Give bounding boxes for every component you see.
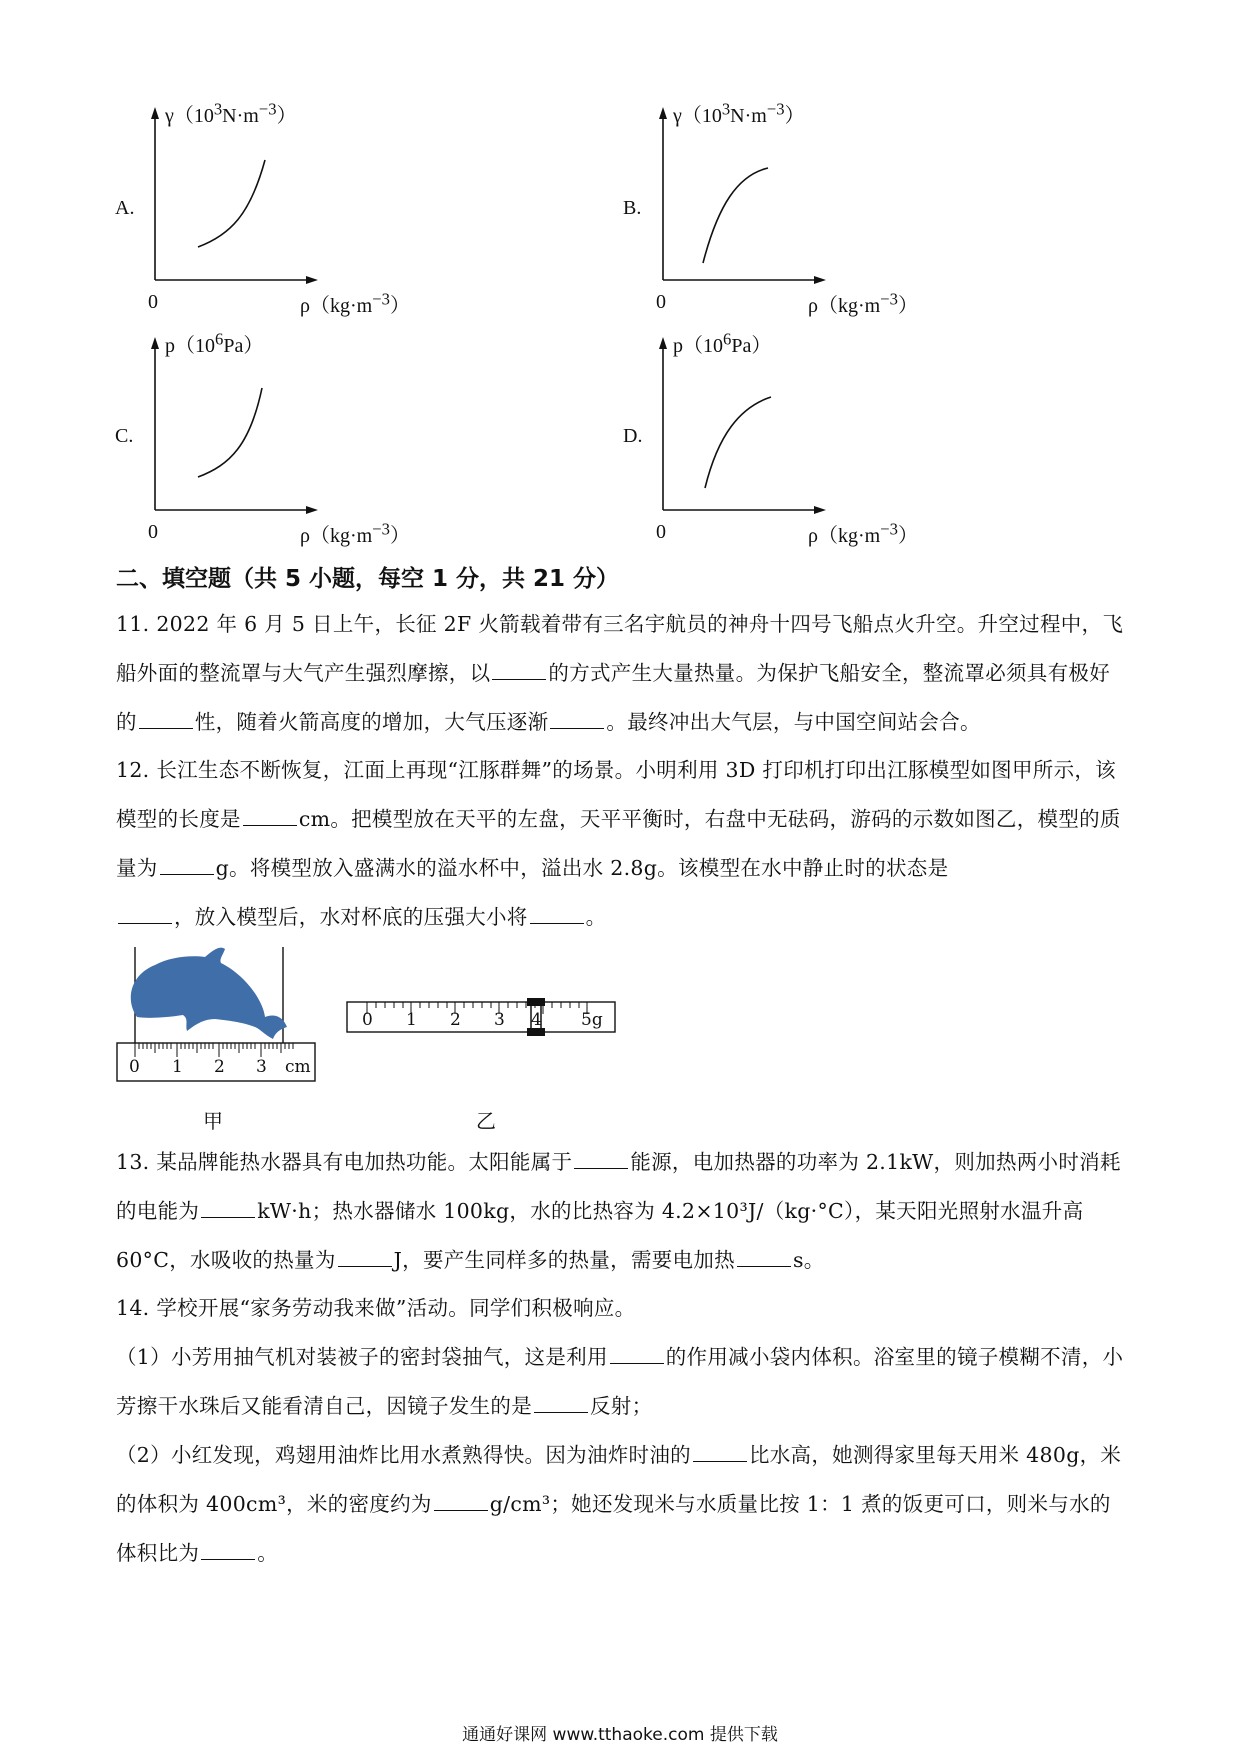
- beam-tick-label: 1: [406, 1010, 417, 1030]
- answer-blank[interactable]: [201, 1543, 255, 1560]
- x-axis-label: $\rho(kg\cdot m^{-3})$: [300, 289, 410, 317]
- graph-option-a: [110, 95, 450, 325]
- x-axis-label: $\rho(kg\cdot m^{-3})$: [808, 519, 918, 547]
- question-14: 14. 学校开展“家务劳动我来做”活动。同学们积极响应。 （1）小芳用抽气机对装被子的密封袋抽气，这是利用 的作用减小袋内体积。浴室里的镜子模糊不清，小芳擦干水珠后又能看清自己，因镜子发生的是 反射； （2）小红发现，鸡翅用油炸比用水煮熟得快。因为油炸时油的 比水高，她测得家里每天用米 480g，米的体积为 400cm³，米的密度约为 g/cm³；她还发现米与水质量比按 1：1 煮的饭更可口，则米与水的体积比为 。: [116, 1296, 1124, 1565]
- x-axis-label: $\rho(kg\cdot m^{-3})$: [300, 519, 410, 547]
- beam-tick-label: 4: [531, 1010, 542, 1030]
- answer-blank[interactable]: [550, 712, 604, 729]
- dolphin-icon: [131, 948, 287, 1039]
- ruler-tick-label: 0: [129, 1057, 140, 1077]
- y-axis-label: $p(10^6Pa)$: [165, 329, 264, 357]
- answer-blank[interactable]: [693, 1445, 747, 1462]
- x-axis-label: $\rho(kg\cdot m^{-3})$: [808, 289, 918, 317]
- ruler-tick-label: 1: [172, 1057, 183, 1077]
- page-footer: 通通好课网 www.tthaoke.com 提供下载: [462, 1725, 778, 1745]
- ruler-tick-label: 3: [256, 1057, 267, 1077]
- graph-option-c: [110, 325, 450, 555]
- ruler-tick-label: 2: [214, 1057, 225, 1077]
- option-label: A.: [115, 197, 135, 219]
- answer-blank[interactable]: [737, 1250, 791, 1267]
- answer-blank[interactable]: [338, 1250, 392, 1267]
- origin-label: 0: [656, 291, 666, 313]
- figure-jia: [115, 945, 325, 1085]
- section-title: 二、填空题（共 5 小题，每空 1 分，共 21 分）: [116, 566, 620, 592]
- y-axis-label: $p(10^6Pa)$: [673, 329, 772, 357]
- beam-tick-label: 0: [362, 1010, 373, 1030]
- origin-label: 0: [656, 521, 666, 543]
- answer-blank[interactable]: [160, 858, 214, 875]
- ruler-unit-label: cm: [285, 1057, 311, 1077]
- answer-blank[interactable]: [610, 1347, 664, 1364]
- answer-blank[interactable]: [243, 809, 297, 826]
- option-label: D.: [623, 425, 643, 447]
- answer-blank[interactable]: [118, 907, 172, 924]
- answer-blank[interactable]: [201, 1201, 255, 1218]
- answer-blank[interactable]: [574, 1152, 628, 1169]
- question-13: 13. 某品牌能热水器具有电加热功能。太阳能属于 能源，电加热器的功率为 2.1kW，则加热两小时消耗的电能为 kW·h；热水器储水 100kg，水的比热容为 4.2×10³J/（kg·°C），某天阳光照射水温升高 60°C，水吸收的热量为 J，要产生同样多的热量，需要电加热 s。: [116, 1150, 1121, 1272]
- beam-tick-label: 3: [494, 1010, 505, 1030]
- graph-option-d: [618, 325, 958, 555]
- answer-blank[interactable]: [534, 1396, 588, 1413]
- figure-yi-caption: 乙: [476, 1109, 496, 1133]
- beam-tick-label: 2: [450, 1010, 461, 1030]
- answer-blank[interactable]: [492, 663, 546, 680]
- beam-tick-label: 5g: [581, 1010, 603, 1030]
- answer-blank[interactable]: [530, 907, 584, 924]
- balance-beam-svg: [345, 998, 620, 1048]
- question-11: 11. 2022 年 6 月 5 日上午，长征 2F 火箭载着带有三名宇航员的神舟十四号飞船点火升空。升空过程中，飞船外面的整流罩与大气产生强烈摩擦，以 的方式产生大量热量。为保护飞船安全，整流罩必须具有极好的 性，随着火箭高度的增加，大气压逐渐 。最终冲出大气层，与中国空间站会合。: [116, 612, 1124, 734]
- origin-label: 0: [148, 521, 158, 543]
- answer-blank[interactable]: [434, 1494, 488, 1511]
- y-axis-label: $\gamma(10^3N\cdot m^{-3})$: [165, 99, 297, 127]
- answer-blank[interactable]: [139, 712, 193, 729]
- option-label: C.: [115, 425, 134, 447]
- origin-label: 0: [148, 291, 158, 313]
- graph-option-b: [618, 95, 958, 325]
- figure-yi: [345, 998, 620, 1048]
- question-12: 12. 长江生态不断恢复，江面上再现“江豚群舞”的场景。小明利用 3D 打印机打印出江豚模型如图甲所示，该模型的长度是 cm。把模型放在天平的左盘，天平平衡时，右盘中无砝码，游码的示数如图乙，模型的质量为 g。将模型放入盛满水的溢水杯中，溢出水 2.8g。该模型在水中静止时的状态是 ，放入模型后，水对杯底的压强大小将 。: [116, 758, 1121, 929]
- y-axis-label: $\gamma(10^3N\cdot m^{-3})$: [673, 99, 805, 127]
- figure-jia-caption: 甲: [203, 1109, 223, 1133]
- option-label: B.: [623, 197, 642, 219]
